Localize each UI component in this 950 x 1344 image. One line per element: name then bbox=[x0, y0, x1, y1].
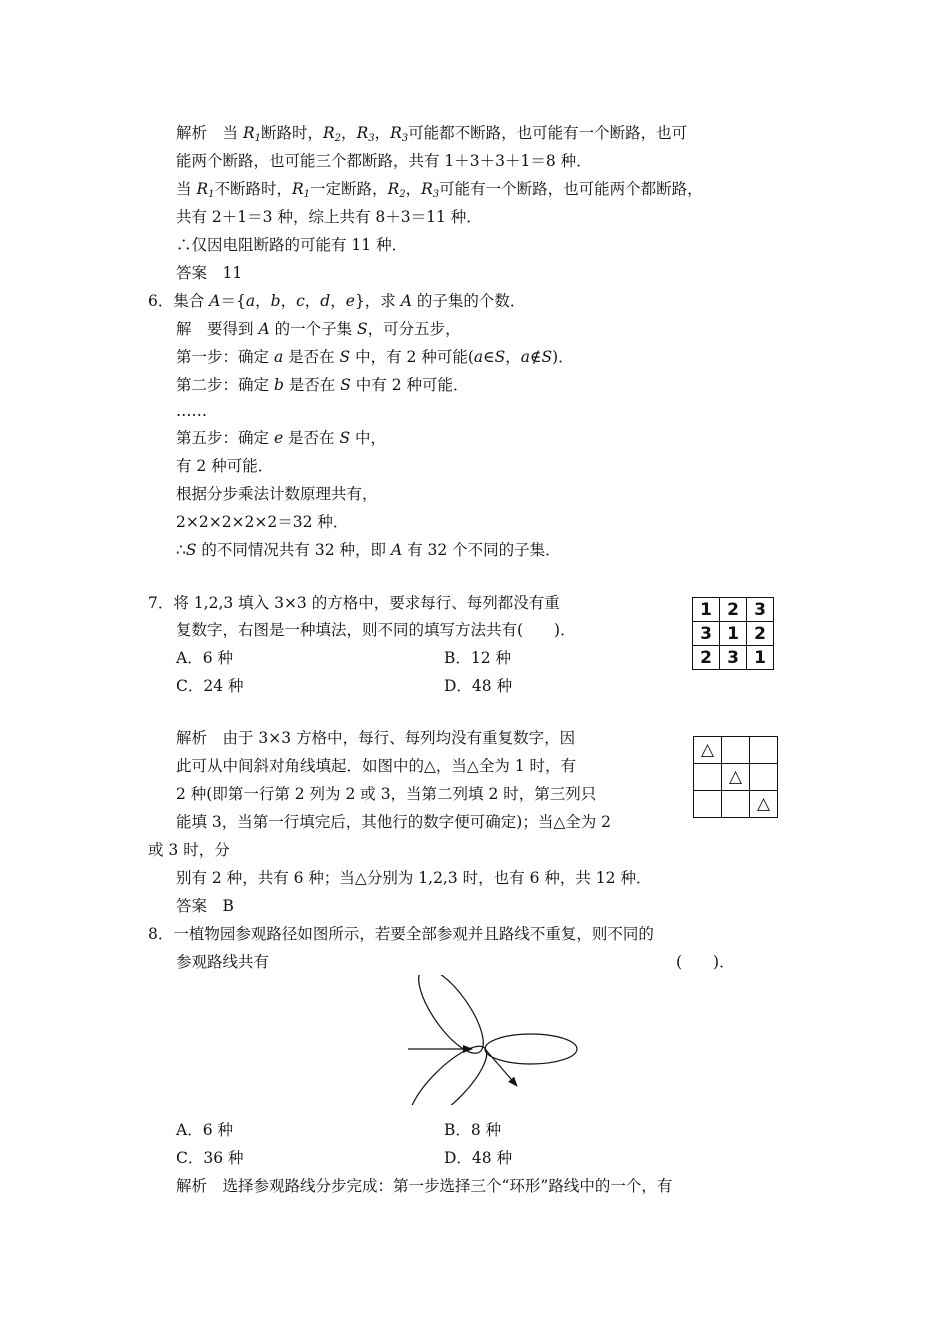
empty-cell bbox=[694, 791, 722, 818]
loop-lower bbox=[400, 1036, 497, 1105]
q6-solution-ellipsis: …… bbox=[176, 402, 207, 420]
p5-solution-line-4: 共有 2＋1＝3 种，综上共有 8＋3＝11 种． bbox=[176, 208, 482, 226]
grid-cell: 2 bbox=[720, 598, 747, 622]
q7-option-a: A．6 种 bbox=[176, 649, 233, 667]
q7-answer: 答案 B bbox=[176, 897, 234, 915]
triangle-cell: △ bbox=[722, 764, 750, 791]
q6-solution-line-5: 有 2 种可能． bbox=[176, 457, 274, 475]
q8-solution-line-1: 解析 选择参观路线分步完成：第一步选择三个“环形”路线中的一个，有 bbox=[176, 1177, 673, 1195]
empty-cell bbox=[722, 791, 750, 818]
q7-solution-line-2: 此可从中间斜对角线填起．如图中的△，当△全为 1 时，有 bbox=[176, 757, 577, 775]
q8-option-c: C．36 种 bbox=[176, 1149, 244, 1167]
grid-cell: 3 bbox=[693, 622, 720, 646]
q6-solution-line-6: 根据分步乘法计数原理共有， bbox=[176, 485, 378, 503]
q8-answer-paren: ( )． bbox=[676, 953, 735, 971]
q6-solution-line-4: 第五步：确定 e 是否在 S 中， bbox=[176, 429, 387, 447]
grid-cell: 3 bbox=[747, 598, 774, 622]
p5-solution-line-1: 解析 当 $R_1$断路时，$R_2$，$R_3$，$R_3$可能都不断路，也可能有一个断路，也可 bbox=[176, 124, 688, 144]
q6-solution-line-2: 第一步：确定 a 是否在 S 中，有 2 种可能(a∈S，a∉S)． bbox=[176, 348, 574, 366]
q8-option-b: B．8 种 bbox=[444, 1121, 502, 1139]
q6-solution-line-3: 第二步：确定 b 是否在 S 中有 2 种可能． bbox=[176, 376, 469, 394]
grid-cell: 3 bbox=[720, 646, 747, 670]
q6-solution-line-1: 解 要得到 A 的一个子集 S，可分五步， bbox=[176, 320, 461, 338]
triangle-cell: △ bbox=[750, 791, 778, 818]
loop-right bbox=[485, 1034, 577, 1064]
q7-solution-line-1: 解析 由于 3×3 方格中，每行、每列均没有重复数字，因 bbox=[176, 729, 576, 747]
grid-cell: 1 bbox=[693, 598, 720, 622]
grid-cell: 2 bbox=[693, 646, 720, 670]
q8-path-diagram bbox=[400, 975, 590, 1105]
q7-number-grid bbox=[692, 597, 774, 670]
p5-solution-line-3: 当 $R_1$不断路时，$R_1$一定断路，$R_2$，$R_3$可能有一个断路，也可能两个都断路， bbox=[176, 180, 703, 200]
q7-triangle-grid bbox=[693, 736, 778, 818]
empty-cell bbox=[722, 737, 750, 764]
empty-cell bbox=[750, 737, 778, 764]
p5-solution-line-2: 能两个断路，也可能三个都断路，共有 1＋3＋3＋1＝8 种． bbox=[176, 152, 592, 170]
empty-cell bbox=[694, 764, 722, 791]
q6-solution-line-8: ∴S 的不同情况共有 32 种，即 A 有 32 个不同的子集． bbox=[176, 541, 561, 559]
q6-solution-line-7: 2×2×2×2×2＝32 种． bbox=[176, 513, 349, 531]
q7-solution-line-4: 能填 3，当第一行填完后，其他行的数字便可确定)；当△全为 2 bbox=[176, 813, 612, 831]
q7-solution-line-6: 别有 2 种，共有 6 种；当△分别为 1,2,3 时，也有 6 种，共 12 种． bbox=[176, 869, 652, 887]
grid-cell: 2 bbox=[747, 622, 774, 646]
p5-answer: 答案 11 bbox=[176, 264, 243, 282]
q7-option-d: D．48 种 bbox=[444, 677, 513, 695]
exit-arrow bbox=[485, 1049, 517, 1086]
q7-question-line-2: 复数字，右图是一种填法，则不同的填写方法共有( )． bbox=[176, 621, 576, 639]
q8-question-line-1: 8．一植物园参观路径如图所示，若要全部参观并且路线不重复，则不同的 bbox=[148, 925, 654, 943]
q7-option-c: C．24 种 bbox=[176, 677, 244, 695]
q8-question-line-2: 参观路线共有 bbox=[176, 953, 270, 971]
q7-question-line-1: 7．将 1,2,3 填入 3×3 的方格中，要求每行、每列都没有重 bbox=[148, 594, 560, 612]
q6-question: 6．集合 A＝{a，b，c，d，e}，求 A 的子集的个数． bbox=[148, 292, 526, 310]
q7-solution-line-3: 2 种(即第一行第 2 列为 2 或 3，当第二列填 2 时，第三列只 bbox=[176, 785, 597, 803]
q8-option-d: D．48 种 bbox=[444, 1149, 513, 1167]
q8-option-a: A．6 种 bbox=[176, 1121, 233, 1139]
triangle-cell: △ bbox=[694, 737, 722, 764]
grid-cell: 1 bbox=[720, 622, 747, 646]
q7-option-b: B．12 种 bbox=[444, 649, 512, 667]
grid-cell: 1 bbox=[747, 646, 774, 670]
q7-solution-line-5: 或 3 时，分 bbox=[148, 841, 230, 859]
empty-cell bbox=[750, 764, 778, 791]
p5-solution-line-5: ∴仅因电阻断路的可能有 11 种． bbox=[176, 236, 408, 254]
